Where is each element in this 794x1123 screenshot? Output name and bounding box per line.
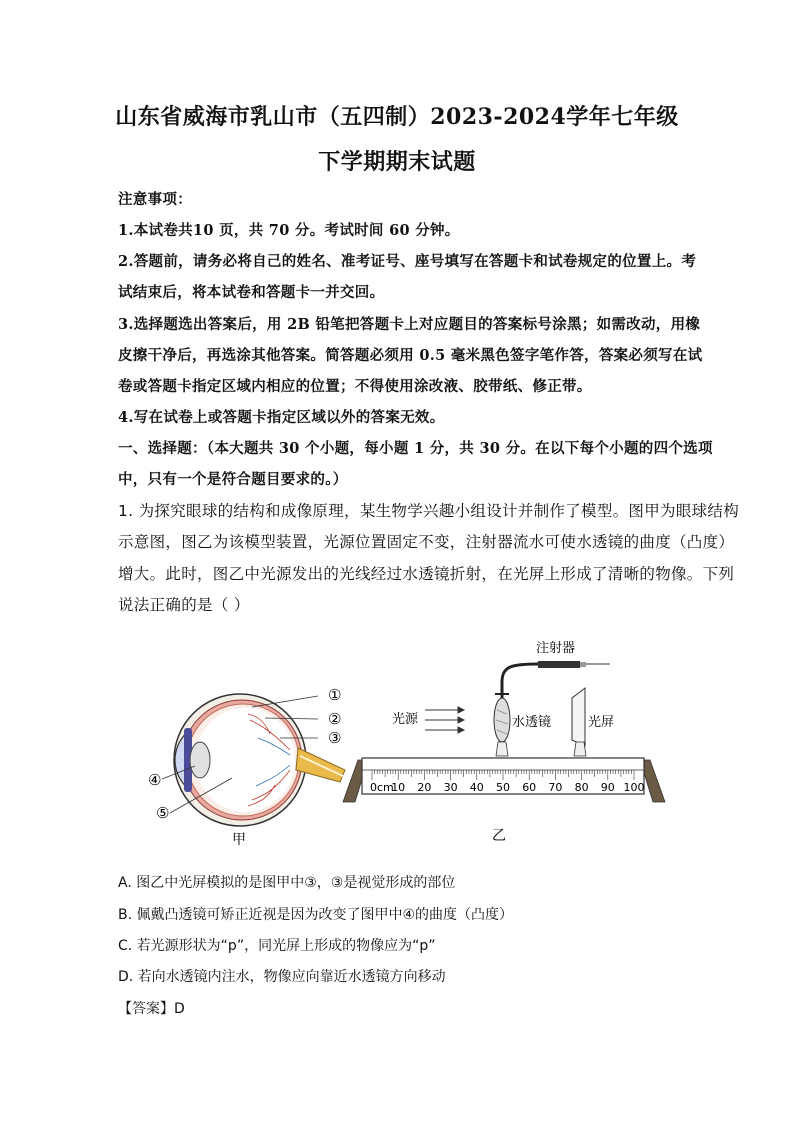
eye-caption: 甲 (232, 832, 246, 848)
exam-title-line2: 下学期期末试题 (318, 149, 476, 175)
ruler-tick-label: 40 (469, 781, 484, 794)
eye-diagram (148, 686, 345, 848)
eye-model-figure (140, 630, 670, 852)
ruler-tick-label: 30 (443, 781, 458, 794)
notice-item: 1.本试卷共10 页，共 70 分。考试时间 60 分钟。 (118, 222, 460, 239)
light-source-label: 光源 (392, 712, 419, 727)
notice-item: 4.写在试卷上或答题卡指定区域以外的答案无效。 (118, 409, 445, 426)
eye-label-5: ⑤ (156, 804, 170, 822)
notice-item: 试结束后，将本试卷和答题卡一并交回。 (118, 284, 385, 301)
notice-item: 皮擦干净后，再选涂其他答案。简答题必须用 0.5 毫米黑色签字笔作答，答案必须写在试 (118, 347, 703, 364)
section-heading-line2: 中，只有一个是符合题目要求的。） (118, 471, 348, 488)
lens-label: 水透镜 (512, 715, 552, 730)
exam-title-line1: 山东省威海市乳山市（五四制）2023-2024学年七年级 (115, 104, 679, 130)
answer: 【答案】D (118, 1001, 185, 1017)
ruler-tick-label: 100 (623, 781, 645, 794)
eye-label-4: ④ (148, 771, 162, 789)
model-caption: 乙 (492, 828, 506, 844)
ruler-tick-label: 20 (417, 781, 432, 794)
syringe-label: 注射器 (536, 641, 576, 656)
ruler-tick-label: 50 (496, 781, 510, 794)
question-stem-line: 1. 为探究眼球的结构和成像原理，某生物学兴趣小组设计并制作了模型。图甲为眼球结构 (118, 502, 740, 520)
question-stem-line: 增大。此时，图乙中光源发出的光线经过水透镜折射，在光屏上形成了清晰的物像。下列 (118, 565, 735, 583)
notice-item: 2.答题前，请务必将自己的姓名、准考证号、座号填写在答题卡和试卷规定的位置上。考 (118, 253, 697, 270)
option-a: A. 图乙中光屏模拟的是图甲中③，③是视觉形成的部位 (118, 875, 456, 891)
eye-label-2: ② (328, 710, 342, 728)
ruler-tick-label: 0cm (370, 781, 394, 794)
ruler-tick-label: 10 (391, 781, 406, 794)
ruler-tick-label: 80 (574, 781, 589, 794)
eye-label-3: ③ (328, 729, 342, 747)
eye-label-1: ① (328, 686, 342, 704)
ruler-tick-label: 60 (522, 781, 537, 794)
ruler-tick-label: 90 (600, 781, 615, 794)
notice-item: 卷或答题卡指定区域内相应的位置；不得使用涂改液、胶带纸、修正带。 (118, 378, 592, 395)
option-d: D. 若向水透镜内注水，物像应向靠近水透镜方向移动 (118, 969, 446, 985)
syringe-icon (538, 661, 580, 668)
question-stem-line: 示意图，图乙为该模型装置，光源位置固定不变，注射器流水可使水透镜的曲度（凸度） (118, 533, 735, 551)
question-stem-line: 说法正确的是（ ） (118, 596, 250, 614)
model-apparatus (343, 641, 665, 844)
section-heading-line1: 一、选择题：（本大题共 30 个小题，每小题 1 分，共 30 分。在以下每个小题的四个选项 (118, 440, 713, 457)
notice-heading: 注意事项： (118, 191, 192, 208)
screen-label: 光屏 (588, 715, 615, 730)
ruler-tick-label: 70 (548, 781, 563, 794)
notice-item: 3.选择题选出答案后，用 2B 铅笔把答题卡上对应题目的答案标号涂黑；如需改动，用橡 (118, 316, 701, 333)
option-b: B. 佩戴凸透镜可矫正近视是因为改变了图甲中④的曲度（凸度） (118, 907, 514, 923)
option-c: C. 若光源形状为“p”，同光屏上形成的物像应为“p” (118, 938, 436, 954)
